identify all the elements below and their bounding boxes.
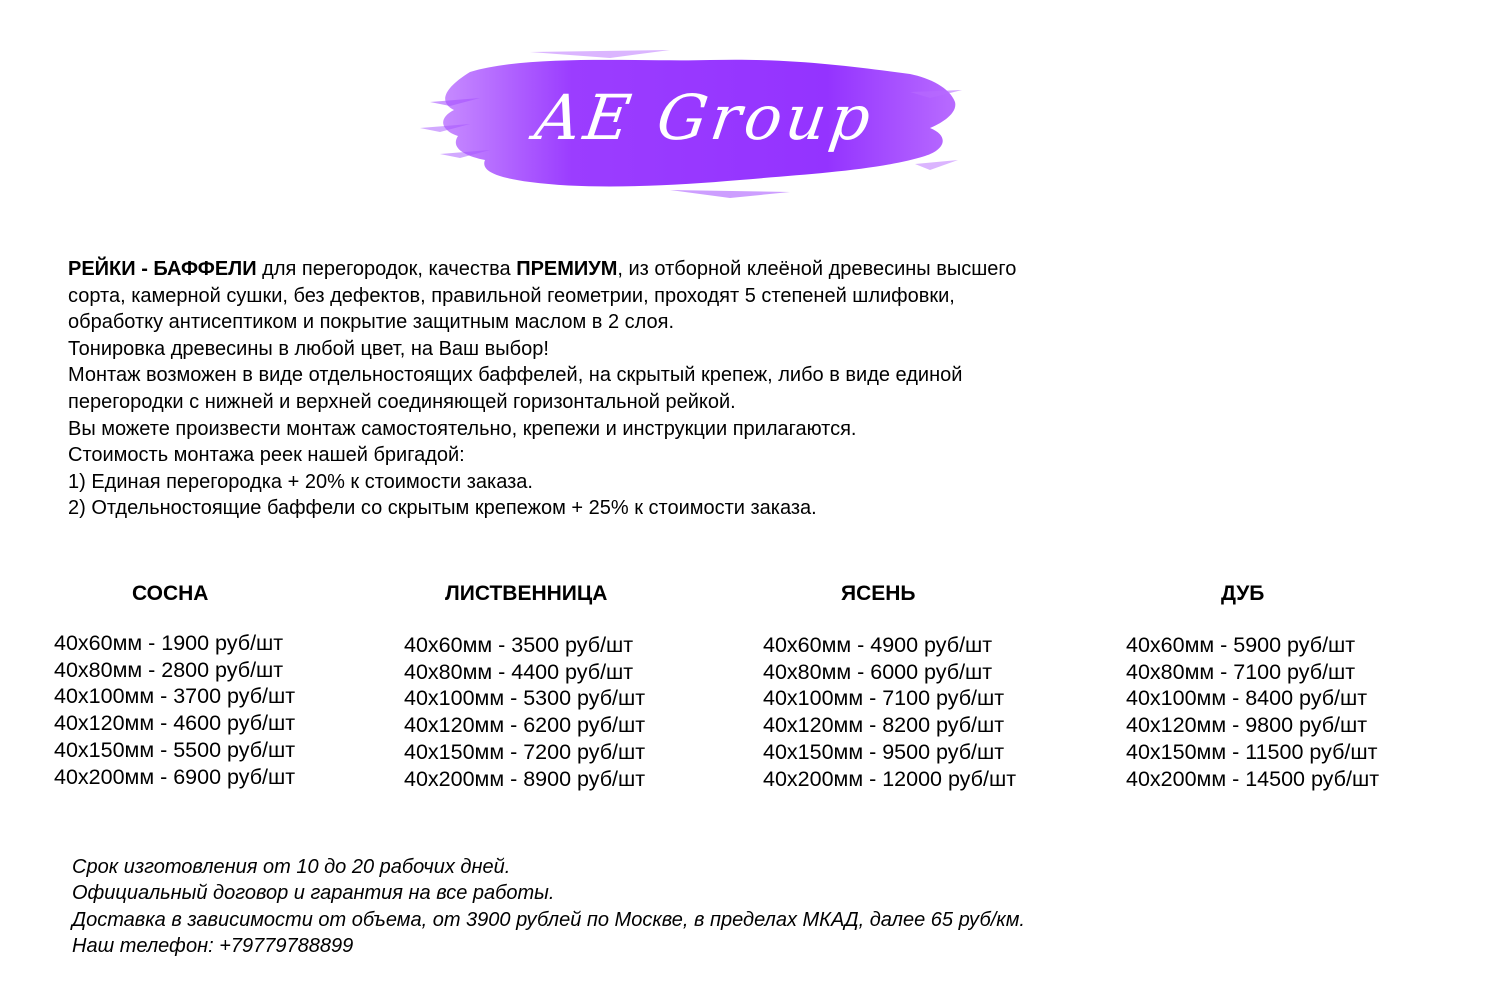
- price-item: 40х60мм - 5900 руб/шт: [1126, 633, 1356, 657]
- product-name-bold: РЕЙКИ - БАФФЕЛИ: [68, 258, 257, 280]
- price-item: 40х80мм - 2800 руб/шт: [54, 657, 284, 682]
- column-title: ЯСЕНЬ: [841, 582, 916, 605]
- warranty-note: Официальный договор и гарантия на все работы.: [72, 882, 555, 905]
- intro-line-5: Монтаж возможен в виде отдельностоящих баффелей, на скрытый крепеж, либо в виде единой: [68, 364, 963, 387]
- production-time: Срок изготовления от 10 до 20 рабочих дней.: [72, 856, 511, 878]
- intro-line-4: Тонировка древесины в любой цвет, на Ваш выбор!: [68, 337, 549, 360]
- price-list: [1126, 632, 1379, 792]
- column-title: ЛИСТВЕННИЦА: [445, 582, 608, 605]
- intro-line-7: Вы можете произвести монтаж самостоятельно, крепежи и инструкции прилагаются.: [68, 417, 857, 440]
- delivery-note: Доставка в зависимости от объема, от 3900 рублей по Москве, в пределах МКАД, далее 65 руб/км.: [72, 908, 1025, 931]
- price-item: 40х60мм - 3500 руб/шт: [404, 633, 634, 657]
- price-item: 40х80мм - 7100 руб/шт: [1126, 659, 1356, 684]
- price-item: 40х60мм - 1900 руб/шт: [54, 631, 284, 655]
- intro-description: [68, 256, 1268, 522]
- price-item: 40х80мм - 6000 руб/шт: [763, 659, 993, 684]
- phone-number: Наш телефон: +79779788899: [72, 934, 354, 957]
- intro-line-3: обработку антисептиком и покрытие защитным маслом в 2 слоя.: [68, 311, 675, 334]
- intro-line-1: РЕЙКИ - БАФФЕЛИ для перегородок, качества ПРЕМИУМ, из отборной клеёной древесины высшего: [68, 258, 1017, 280]
- price-item: 40х120мм - 6200 руб/шт: [404, 713, 646, 738]
- logo: [410, 32, 970, 202]
- column-title: ДУБ: [1221, 582, 1265, 605]
- price-item: 40х150мм - 9500 руб/шт: [763, 739, 1005, 764]
- footer-info: [72, 854, 1372, 959]
- price-item: 40х100мм - 5300 руб/шт: [404, 686, 646, 711]
- price-list: [404, 632, 645, 792]
- price-item: 40х120мм - 9800 руб/шт: [1126, 713, 1368, 738]
- intro-line-2: сорта, камерной сушки, без дефектов, правильной геометрии, проходят 5 степеней шлифовки,: [68, 284, 955, 307]
- price-item: 40х150мм - 5500 руб/шт: [54, 737, 296, 762]
- price-item: 40х100мм - 7100 руб/шт: [763, 686, 1005, 711]
- intro-line-8: Стоимость монтажа реек нашей бригадой:: [68, 444, 465, 467]
- logo-text: AE Group: [530, 80, 880, 154]
- intro-line-6: перегородки с нижней и верхней соединяющей горизонтальной рейкой.: [68, 390, 736, 413]
- intro-line-9: 1) Единая перегородка + 20% к стоимости заказа.: [68, 470, 533, 493]
- price-item: 40х200мм - 14500 руб/шт: [1126, 766, 1380, 791]
- price-item: 40х200мм - 12000 руб/шт: [763, 766, 1017, 791]
- quality-bold: ПРЕМИУМ: [516, 258, 618, 280]
- price-item: 40х200мм - 6900 руб/шт: [54, 764, 296, 789]
- column-title: СОСНА: [132, 582, 209, 605]
- price-item: 40х150мм - 7200 руб/шт: [404, 739, 646, 764]
- intro-line-10: 2) Отдельностоящие баффели со скрытым крепежом + 25% к стоимости заказа.: [68, 497, 817, 520]
- price-item: 40х60мм - 4900 руб/шт: [763, 633, 993, 657]
- price-list: [763, 632, 1016, 792]
- price-list: [54, 630, 295, 790]
- price-item: 40х80мм - 4400 руб/шт: [404, 659, 634, 684]
- price-item: 40х100мм - 8400 руб/шт: [1126, 686, 1368, 711]
- price-item: 40х120мм - 4600 руб/шт: [54, 711, 296, 736]
- price-item: 40х200мм - 8900 руб/шт: [404, 766, 646, 791]
- price-item: 40х150мм - 11500 руб/шт: [1126, 739, 1378, 764]
- price-item: 40х120мм - 8200 руб/шт: [763, 713, 1005, 738]
- price-item: 40х100мм - 3700 руб/шт: [54, 684, 296, 709]
